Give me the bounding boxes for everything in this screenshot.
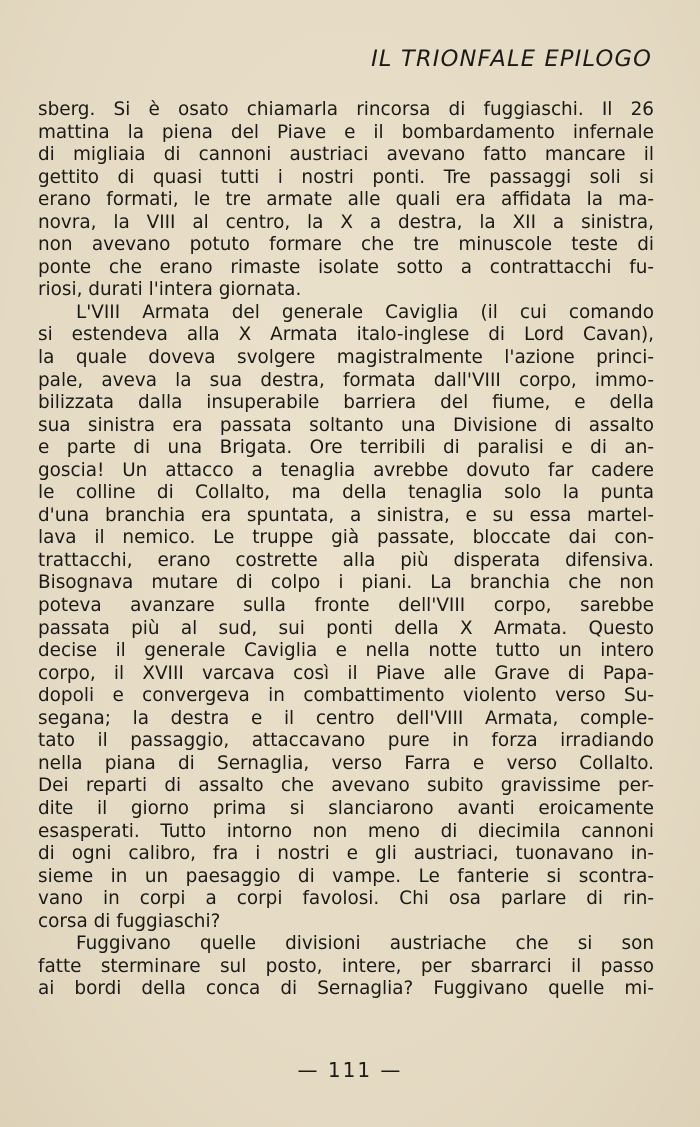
text-line: di migliaia di cannoni austriaci avevano fatto mancare il: [38, 144, 654, 166]
text-line: di ogni calibro, fra i nostri e gli austriaci, tuonavano in-: [38, 843, 654, 865]
text-line: ponte che erano rimaste isolate sotto a contrattacchi fu-: [38, 256, 654, 278]
text-line: le colline di Collalto, ma della tenaglia solo la punta: [38, 482, 654, 504]
text-line: dite il giorno prima si slanciarono avanti eroicamente: [38, 797, 654, 819]
text-line: novra, la VIII al centro, la X a destra, la XII a sinistra,: [38, 211, 654, 233]
body-text: [38, 99, 654, 1001]
text-line: sieme in un paesaggio di vampe. Le fanterie si scontra-: [38, 865, 654, 887]
paragraph: [38, 99, 654, 302]
page-number: — 111 —: [297, 1058, 403, 1082]
text-line: corsa di fuggiaschi?: [38, 910, 221, 932]
text-line: Bisognava mutare di colpo i piani. La branchia che non: [38, 572, 654, 594]
text-line: sua sinistra era passata soltanto una Divisione di assalto: [38, 414, 654, 436]
text-line: poteva avanzare sulla fronte dell'VIII corpo, sarebbe: [38, 595, 654, 617]
text-line: fatte sterminare sul posto, intere, per sbarrarci il passo: [38, 955, 654, 977]
text-line: Fuggivano quelle divisioni austriache che si son: [76, 933, 654, 955]
text-line: vano in corpi a corpi favolosi. Chi osa parlare di rin-: [38, 888, 654, 910]
text-line: esasperati. Tutto intorno non meno di diecimila cannoni: [38, 820, 654, 842]
text-line: nella piana di Sernaglia, verso Farra e verso Collalto.: [38, 752, 654, 774]
text-line: trattacchi, erano costrette alla più disperata difensiva.: [38, 549, 654, 571]
text-line: passata più al sud, sui ponti della X Armata. Questo: [38, 617, 654, 639]
paragraph: [38, 933, 654, 1001]
text-line: bilizzata dalla insuperabile barriera del fiume, e della: [38, 392, 654, 414]
text-line: si estendeva alla X Armata italo-inglese di Lord Cavan),: [38, 324, 654, 346]
text-line: dopoli e convergeva in combattimento violento verso Su-: [38, 685, 654, 707]
text-line: e parte di una Brigata. Ore terribili di paralisi e di an-: [38, 437, 654, 459]
text-line: goscia! Un attacco a tenaglia avrebbe dovuto far cadere: [38, 459, 654, 481]
text-line: mattina la piena del Piave e il bombardamento infernale: [38, 121, 654, 143]
text-line: segana; la destra e il centro dell'VIII Armata, comple-: [38, 707, 654, 729]
text-line: non avevano potuto formare che tre minuscole teste di: [38, 234, 654, 256]
text-line: gettito di quasi tutti i nostri ponti. Tre passaggi soli si: [38, 166, 654, 188]
text-line: lava il nemico. Le truppe già passate, bloccate dai con-: [38, 527, 654, 549]
text-line: Dei reparti di assalto che avevano subito gravissime per-: [38, 775, 654, 797]
text-line: tato il passaggio, attaccavano pure in forza irradiando: [38, 730, 654, 752]
paragraph: [38, 302, 654, 933]
text-line: sberg. Si è osato chiamarla rincorsa di fuggiaschi. Il 26: [38, 99, 654, 120]
text-line: d'una branchia era spuntata, a sinistra, e su essa martel-: [38, 504, 654, 526]
text-line: decise il generale Caviglia e nella notte tutto un intero: [38, 640, 654, 662]
running-head: IL TRIONFALE EPILOGO: [371, 46, 652, 72]
text-line: pale, aveva la sua destra, formata dall'VIII corpo, immo-: [38, 369, 654, 391]
text-line: erano formati, le tre armate alle quali era affidata la ma-: [38, 189, 654, 211]
text-line: la quale doveva svolgere magistralmente l'azione princi-: [38, 347, 654, 369]
text-line: L'VIII Armata del generale Caviglia (il cui comando: [76, 301, 654, 323]
text-line: ai bordi della conca di Sernaglia? Fuggivano quelle mi-: [38, 978, 654, 1000]
text-line: corpo, il XVIII varcava così il Piave alle Grave di Papa-: [38, 662, 654, 684]
text-line: riosi, durati l'intera giornata.: [38, 279, 302, 301]
